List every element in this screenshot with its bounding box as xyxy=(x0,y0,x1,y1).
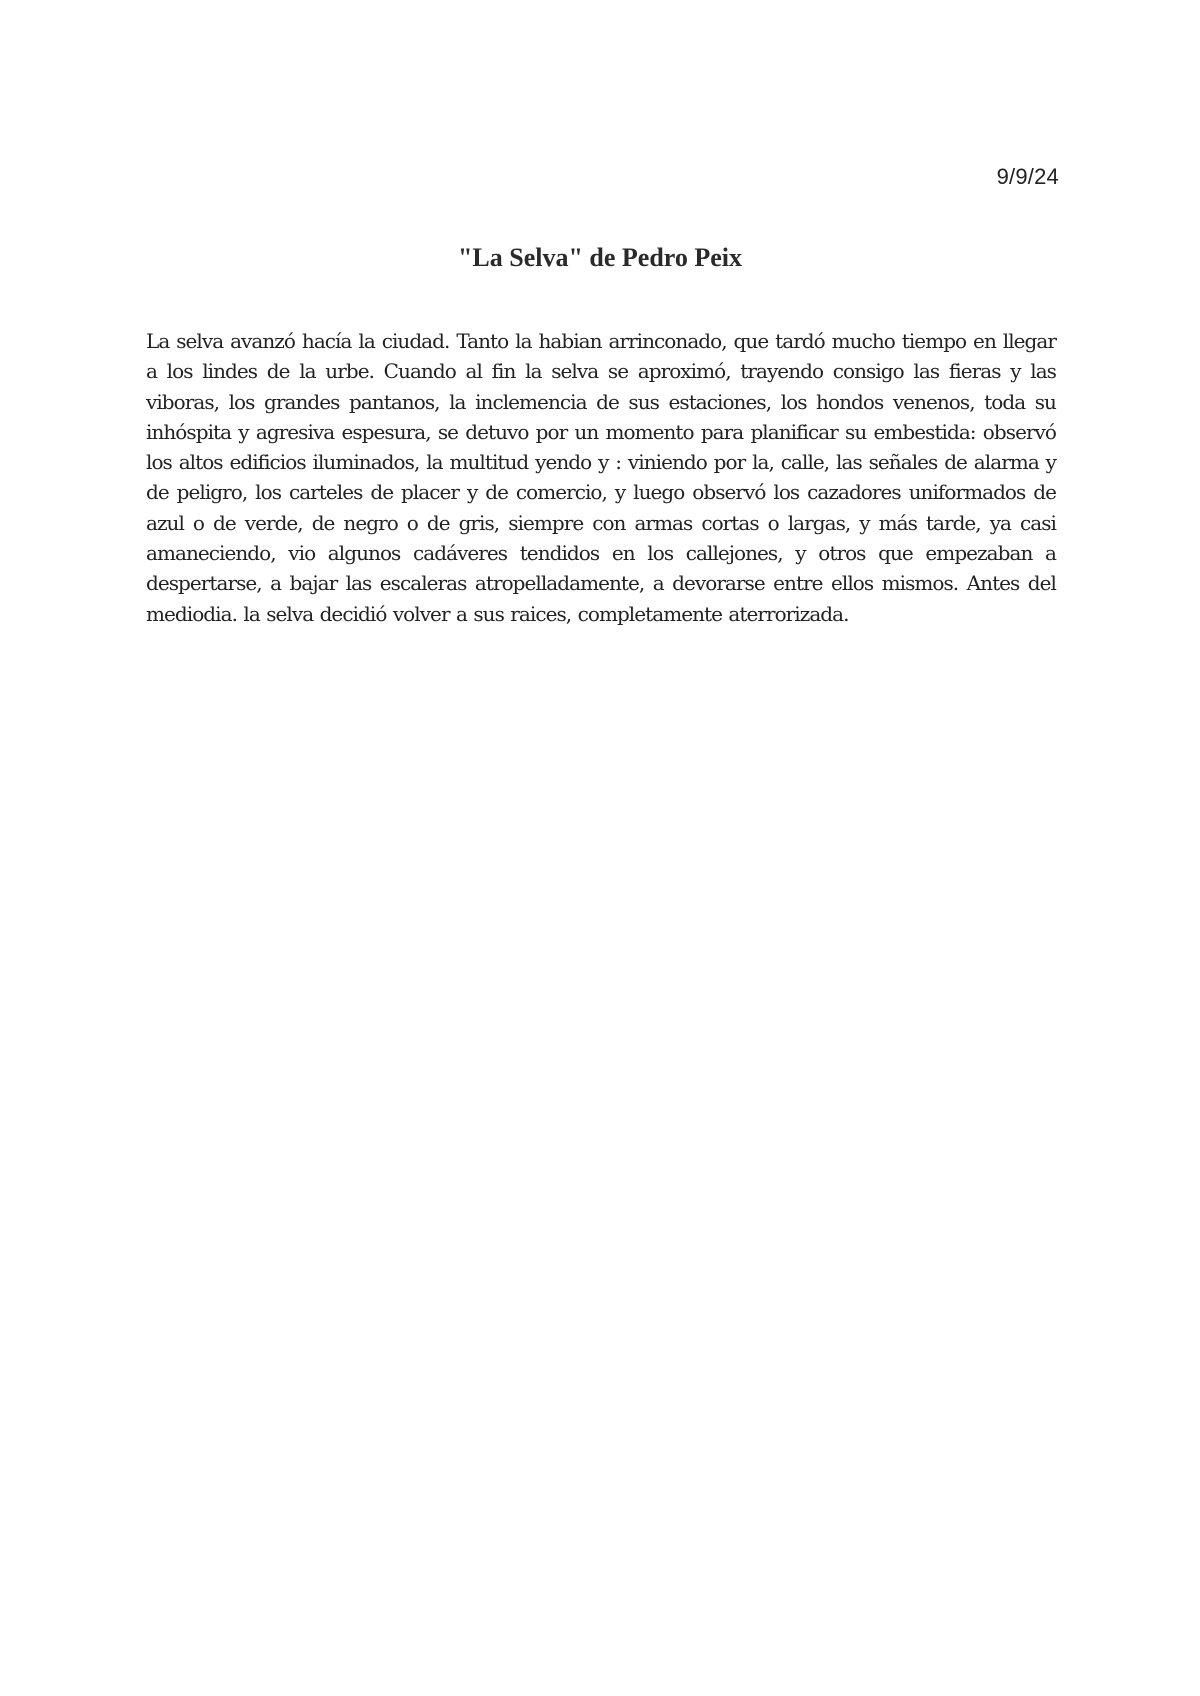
document-title: "La Selva" de Pedro Peix xyxy=(457,243,743,272)
body-paragraph: La selva avanzó hacía la ciudad. Tanto la habian arrinconado, que tardó mucho tiempo en llegar a los lindes de la urbe. Cuando al fin la selva se aproximó, trayendo consigo las fieras y las viboras, los grandes pantanos, la inclemencia de sus estaciones, los hondos venenos, toda su inhóspita y agresiva espesura, se detuvo por un momento para planificar su embestida: observó los altos edificios iluminados, la multitud yendo y : viniendo por la, calle, las señales de alarma y de peligro, los carteles de placer y de comercio, y luego observó los cazadores uniformados de azul o de verde, de negro o de gris, siempre con armas cortas o largas, y más tarde, ya casi amaneciendo, vio algunos cadáveres tendidos en los callejones, y otros que empezaban a despertarse, a bajar las escaleras atropelladamente, a devorarse entre ellos mismos. Antes del mediodia. la selva decidió volver a sus raices, completamente aterrorizada. xyxy=(146,329,1056,626)
document-date: 9/9/24 xyxy=(996,164,1059,189)
